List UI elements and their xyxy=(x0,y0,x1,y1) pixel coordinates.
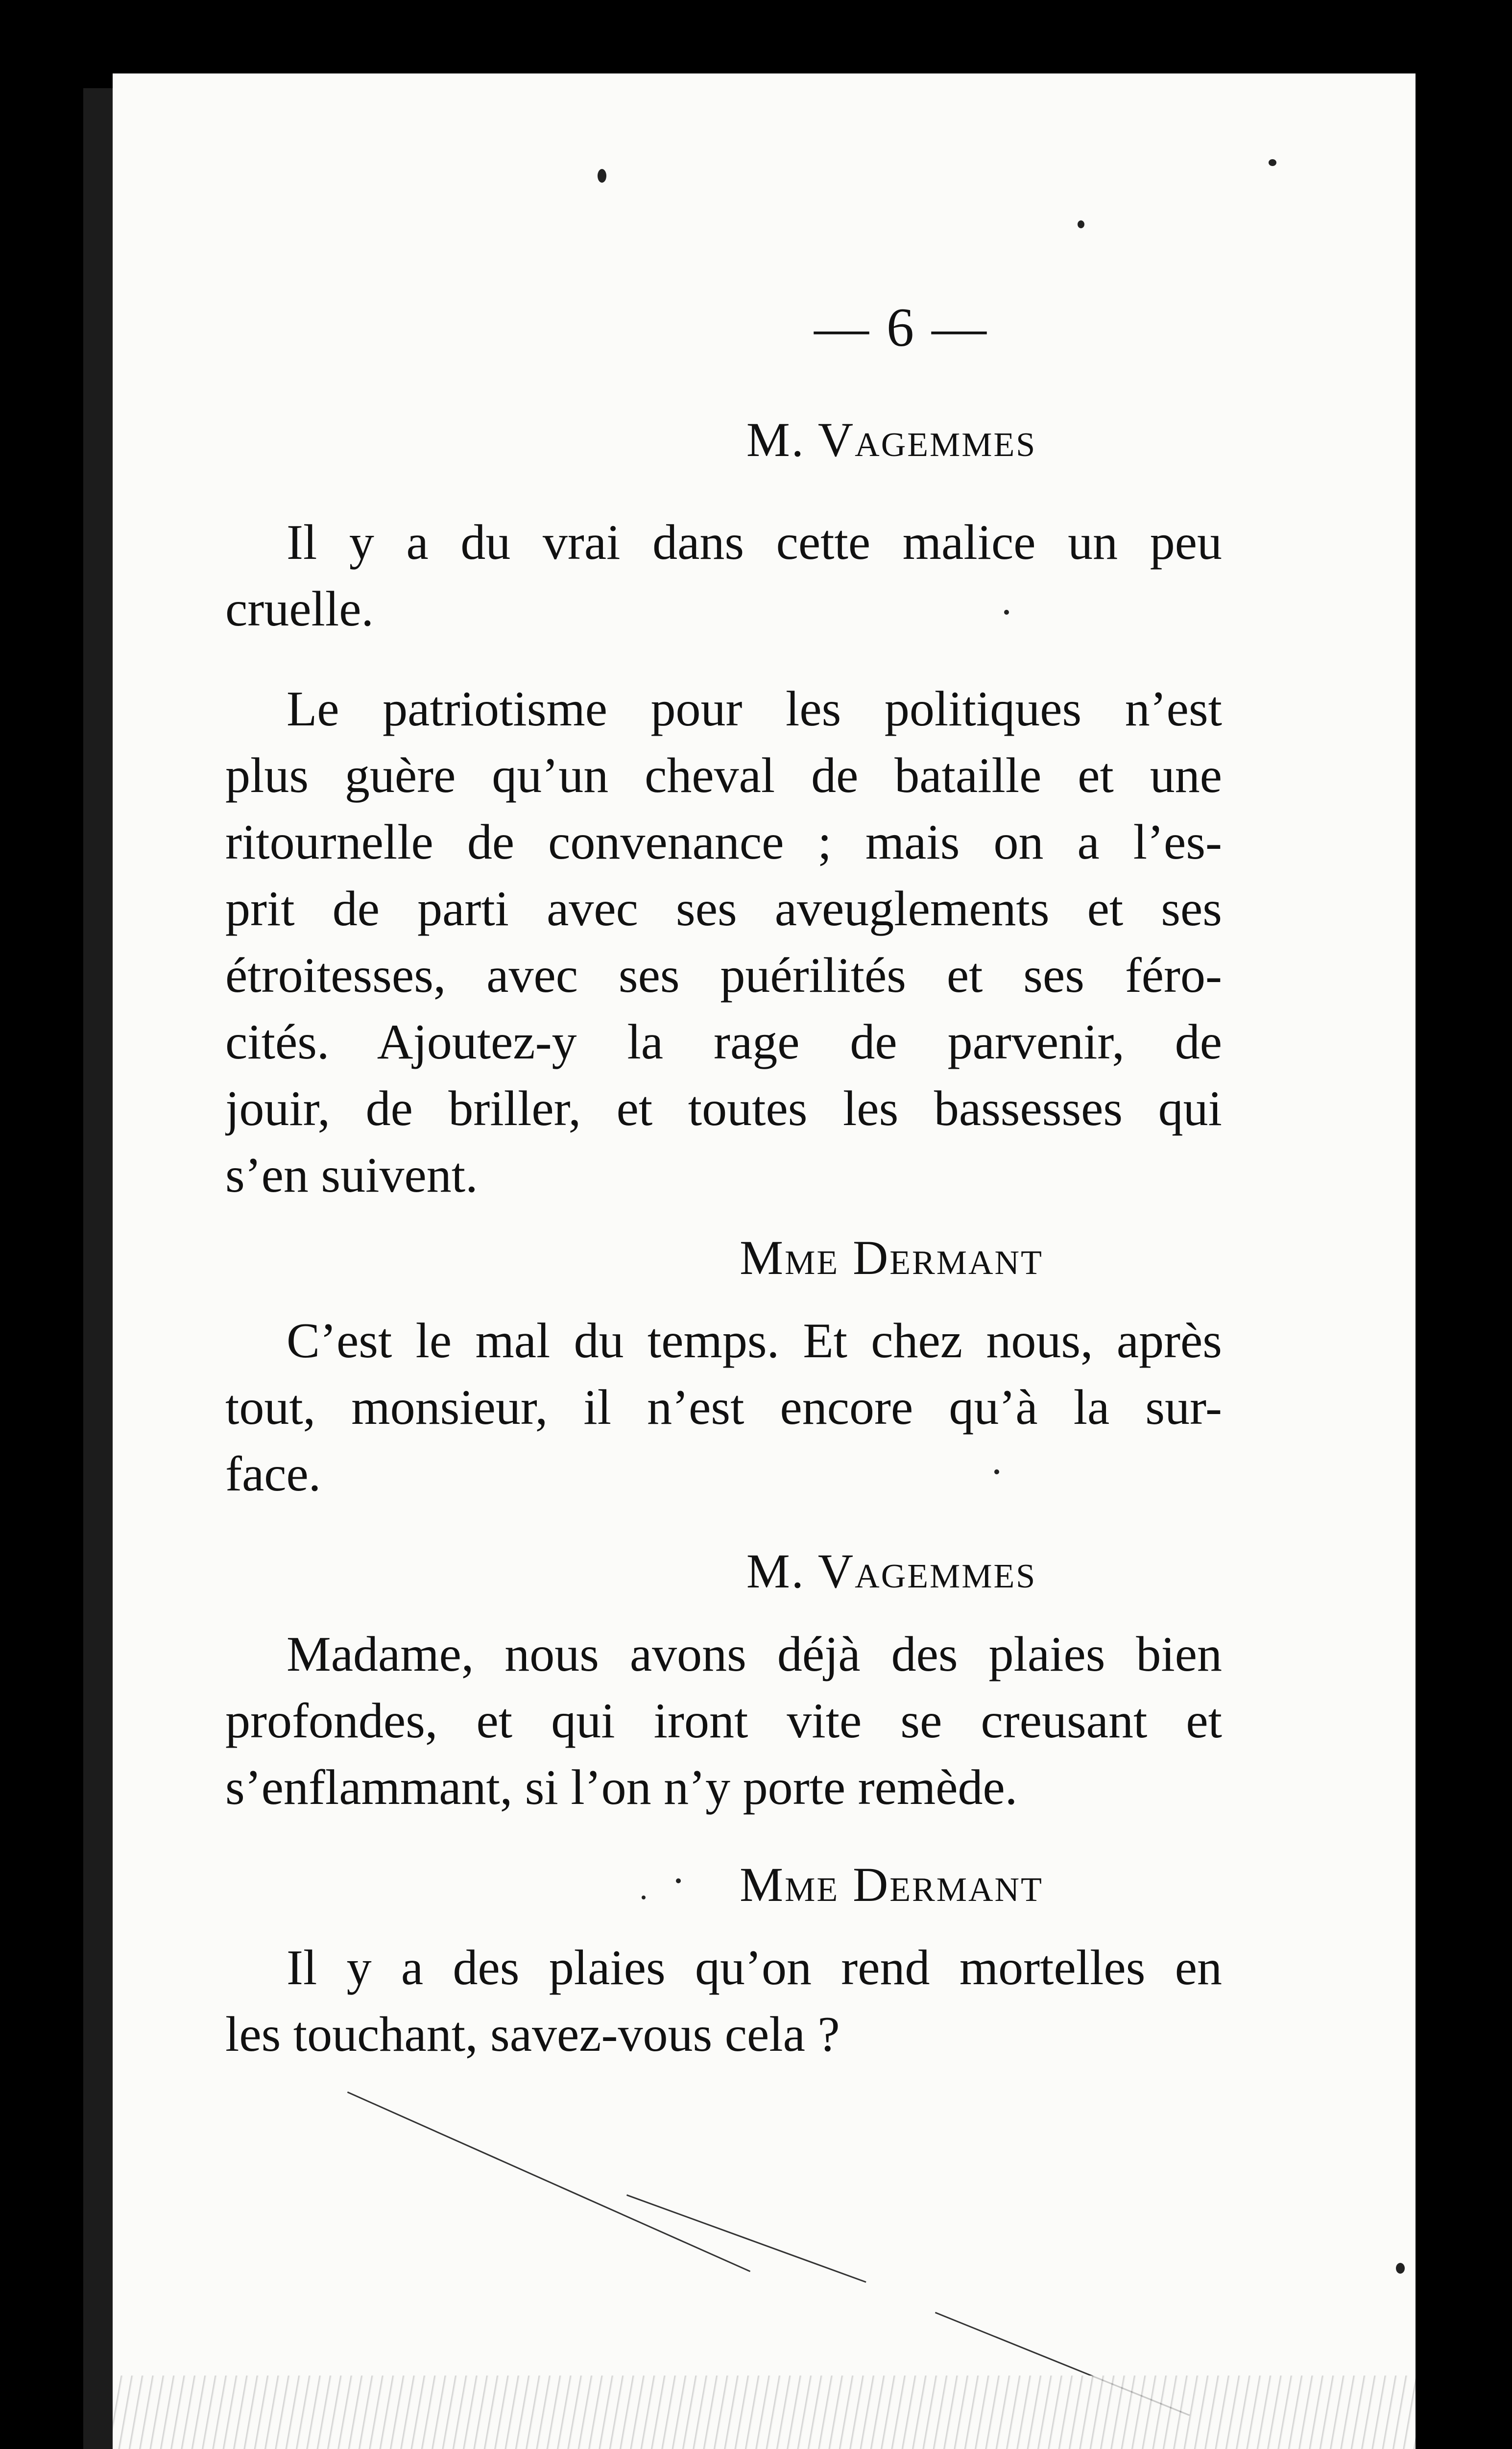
text-line: ritournelle de convenance ; mais on a l’es- xyxy=(225,815,1222,870)
text-line: Le patriotisme pour les politiques n’est xyxy=(287,681,1222,737)
speaker-heading: M. Vagemmes xyxy=(746,1544,1037,1598)
scan-speck xyxy=(994,1469,999,1474)
scan-bottom-noise xyxy=(113,2376,1416,2449)
text-line: s’en suivent. xyxy=(225,1148,478,1203)
text-line: Madame, nous avons déjà des plaies bien xyxy=(287,1627,1222,1682)
dialogue-paragraph xyxy=(225,509,1222,643)
text-line: Il y a des plaies qu’on rend mortelles en xyxy=(287,1940,1222,1995)
book-page xyxy=(113,73,1416,2449)
scan-speck xyxy=(642,1896,646,1899)
text-line: s’enflammant, si l’on n’y porte remède. xyxy=(225,1760,1018,1815)
page-number: — 6 — xyxy=(814,297,988,358)
scan-speck xyxy=(598,169,606,183)
scan-speck xyxy=(1078,220,1084,228)
dialogue-paragraph xyxy=(225,1935,1222,2068)
speaker-heading: Mme Dermant xyxy=(740,1230,1043,1285)
speaker-heading: M. Vagemmes xyxy=(746,412,1037,467)
text-line: C’est le mal du temps. Et chez nous, après xyxy=(287,1313,1222,1369)
scan-speck xyxy=(1269,159,1276,166)
text-line: profondes, et qui iront vite se creusant et xyxy=(225,1693,1222,1749)
scan-right-edge xyxy=(1446,0,1512,2449)
text-line: étroitesses, avec ses puérilités et ses féro- xyxy=(225,948,1222,1003)
speaker-heading: Mme Dermant xyxy=(740,1857,1043,1912)
text-line: cruelle. xyxy=(225,581,374,637)
scan-speck xyxy=(1396,2263,1405,2274)
text-line: face. xyxy=(225,1446,321,1502)
scan-left-edge-shadow xyxy=(83,88,113,2449)
text-line: tout, monsieur, il n’est encore qu’à la sur- xyxy=(225,1380,1222,1435)
text-line: Il y a du vrai dans cette malice un peu xyxy=(287,515,1222,570)
page-right-border xyxy=(1439,73,1446,2449)
scan-speck xyxy=(676,1878,681,1883)
text-line: cités. Ajoutez-y la rage de parvenir, de xyxy=(225,1014,1222,1070)
dialogue-paragraph xyxy=(225,676,1222,1209)
text-line: les touchant, savez-vous cela ? xyxy=(225,2007,840,2062)
text-line: jouir, de briller, et toutes les bassesses qui xyxy=(225,1081,1222,1136)
scan-speck xyxy=(1004,610,1009,615)
scan-stroke xyxy=(347,2091,750,2272)
text-line: plus guère qu’un cheval de bataille et une xyxy=(225,748,1222,803)
dialogue-paragraph xyxy=(225,1621,1222,1821)
dialogue-paragraph xyxy=(225,1308,1222,1508)
text-line: prit de parti avec ses aveuglements et ses xyxy=(225,881,1222,936)
